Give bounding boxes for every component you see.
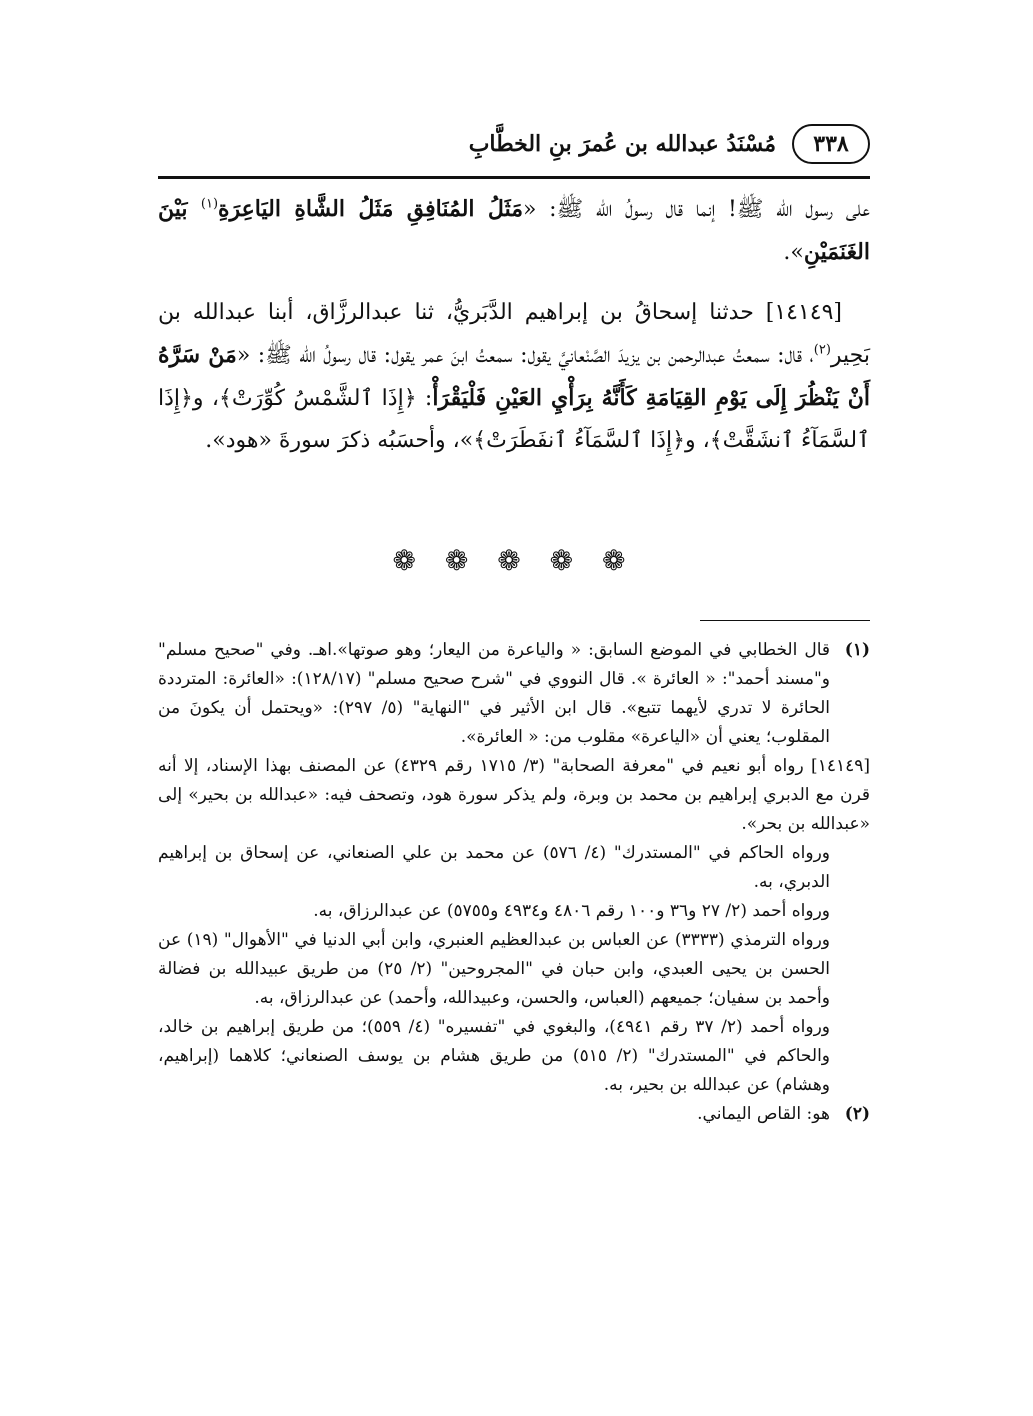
footnote-marker-1[interactable]: (١) [200,196,219,212]
running-title: مُسْنَدُ عبدالله بن عُمرَ بنِ الخطَّابِ [468,131,776,157]
footnote-marker-2[interactable]: (٢) [813,342,831,358]
p1-hadith-a: مَثَلُ المُنَافِقِ مَثَلُ الشَّاةِ اليَاعِرَةِ [218,196,523,222]
takhrij-4: ورواه الترمذي (٣٣٣٣) عن العباس بن عبدالعظيم العنبري، وابن أبي الدنيا في "الأهوال" (١٩) عن الحسن بن يحيى العبدي، وابن حبان في "المجروحين" (٢/ ٢٥) من طريق عبيدالله بن فضالة وأحمد بن سفيان؛ جميعهم (العباس، والحسن، وعبيدالله، وأحمد) عن عبدالرزاق، به. [158,930,830,1008]
p2-text-b: ، قال: سمعتُ عبدالرحمن بن يزيدَ الصَّنْعانيَّ يقول: سمعتُ ابنَ عمر يقول: قال رسولُ الله ﷺ: « [236,343,814,368]
p1-text-b: ». [783,240,804,265]
p1-text-a: على رسول الله ﷺ! إنما قال رسولُ الله ﷺ: « [523,197,870,222]
page-header [158,118,870,170]
footnotes [158,636,870,1129]
takhrij-3: ورواه أحمد (٢/ ٢٧ و٣٦ و١٠٠ رقم ٤٨٠٦ و٤٩٣٤ و٥٧٥٥) عن عبدالرزاق، به. [313,901,830,921]
header-rule [158,176,870,179]
takhrij-lead: [١٤١٤٩] رواه أبو نعيم في "معرفة الصحابة" (٣/ ١٧١٥ رقم ٤٣٢٩) عن المصنف بهذا الإسناد، إلا أنه قرن مع الدبري إبراهيم بن محمد بن وبرة، ولم يذكر سورة هود، وتصحف فيه: «عبدالله بن بحير» إلى «عبدالله بن بحر». [158,756,870,834]
paragraph-2 [158,292,870,462]
takhrij-block [158,752,870,1100]
footnote-rule [700,620,870,621]
paragraph-1 [158,188,870,274]
footnote-1-text: قال الخطابي في الموضع السابق: « والياعرة من اليعار؛ وهو صوتها».اهـ. وفي "صحيح مسلم" و"مسند أحمد": « العائرة ». قال النووي في "شرح صحيح مسلم" (١٢٨/١٧): «العائرة: المترددة الحائرة لا تدري لأيهما تتبع». قال ابن الأثير في "النهاية" (٥/ ٢٩٧): «ويحتمل أن يكونَ من المقلوب؛ يعني أن «الياعرة» مقلوب من: « العائرة». [158,640,831,747]
main-text [158,188,870,462]
p2-text-c: : ﴿إِذَا ٱلشَّمْسُ كُوِّرَتْ﴾، و﴿إِذَا ٱلسَّمَآءُ ٱنشَقَّتْ﴾، و﴿إِذَا ٱلسَّمَآءُ ٱنفَطَرَتْ﴾»، وأحسَبُه ذكرَ سورةَ «هود». [158,386,870,453]
p2-hadith: مَنْ سَرَّهُ أَنْ يَنْظُرَ إِلَى يَوْمِ القِيَامَةِ كَأَنَّهُ بِرَأْيِ العَيْنِ فَلْيَقْرَأْ [158,342,870,411]
takhrij-5: ورواه أحمد (٢/ ٣٧ رقم ٤٩٤١)، والبغوي في "تفسيره" (٤/ ٥٥٩)؛ من طريق إبراهيم بن خالد، والحاكم في "المستدرك" (٢/ ٥١٥) من طريق هشام بن يوسف الصنعاني؛ كلاهما (إبراهيم، وهشام) عن عبدالله بن بحير، به. [158,1017,831,1095]
takhrij-2: ورواه الحاكم في "المستدرك" (٤/ ٥٧٦) عن محمد بن علي الصنعاني، عن إسحاق بن إبراهيم الدبري، به. [158,843,830,892]
footnote-1-label: (١) [844,640,870,660]
section-ornaments: ❁ ❁ ❁ ❁ ❁ [392,544,636,577]
footnote-2-label: (٢) [844,1104,870,1124]
footnote-2 [158,1100,870,1129]
page-number: ٣٣٨ [792,124,870,164]
p1-hadith-b: بَيْنَ الغَنَمَيْنِ [158,196,870,265]
footnote-1 [158,636,870,752]
p2-text-a: [١٤١٤٩] حدثنا إسحاقُ بن إبراهيم الدَّبَريُّ، ثنا عبدالرزَّاق، أبنا عبدالله بن بَحِير [158,300,871,368]
footnote-2-text: هو: القاص اليماني. [697,1104,830,1124]
